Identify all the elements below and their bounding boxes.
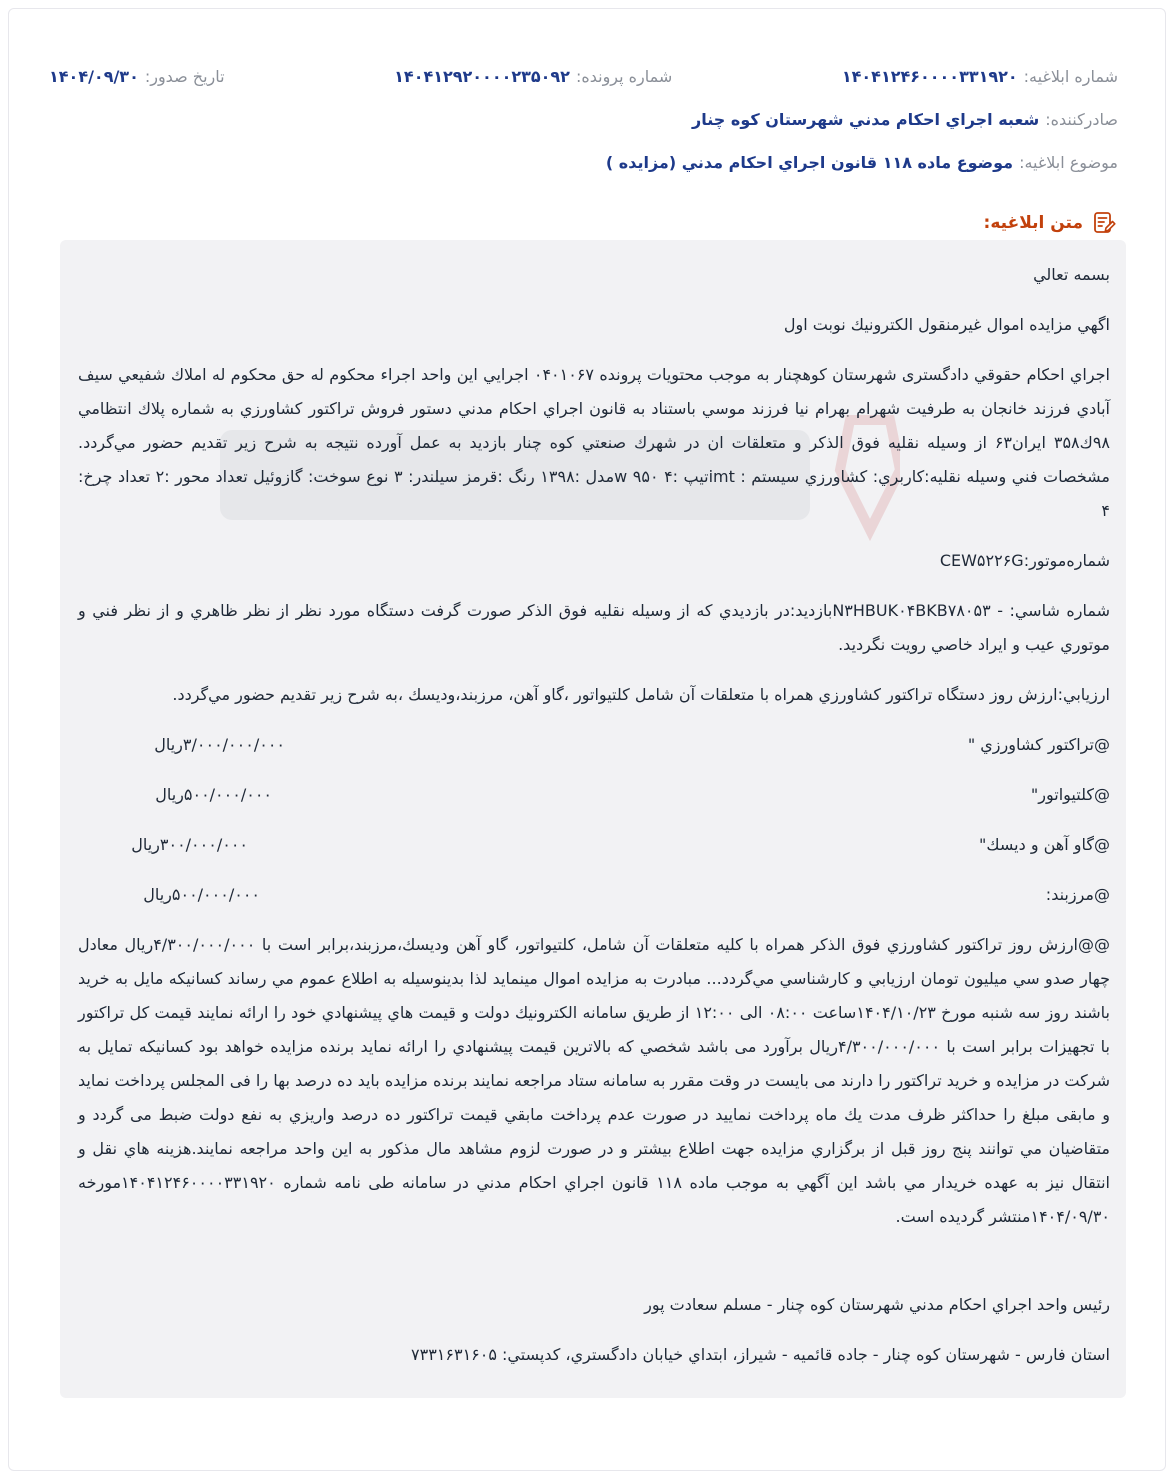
- valuation-item-name: @كلتيواتور": [1030, 785, 1110, 804]
- case-number: [394, 67, 672, 86]
- issue-date-value: ۱۴۰۴/۰۹/۳۰: [49, 67, 139, 86]
- case-number-value: ۱۴۰۴۱۲۹۲۰۰۰۰۲۳۵۰۹۲: [394, 67, 570, 86]
- body-spacer: [78, 1250, 1110, 1288]
- valuation-item-cultivator: [78, 778, 1110, 812]
- notice-text-title: متن ابلاغیه:: [983, 213, 1083, 233]
- issue-date: [49, 67, 225, 86]
- document-edit-icon: [1091, 210, 1117, 236]
- body-paragraph-7: @@ارزش روز تراكتور كشاورزي فوق الذكر همراه با كليه متعلقات آن شامل، كلتيواتور، گاو آهن وديسك،مرزبند،برابر است با ۴/۳۰۰/۰۰۰/۰۰۰ريال معادل چهار صدو سي ميليون تومان ارزيابي و كارشناسي مي‌گردد... مبادرت به مزايده اموال مينمايد لذا بدينوسيله به اطلاع عموم مي رساند كسانيكه مايل به خريد باشند روز سه شنبه مورخ ۱۴۰۴/۱۰/۲۳ساعت ۰۸:۰۰ الی ۱۲:۰۰ از طريق سامانه الكترونيك دولت و قيمت هاي پيشنهادي خود را ارائه نمايند قيمت كل تراكتور با تجهيزات برابر است با ۴/۳۰۰/۰۰۰/۰۰۰ريال برآورد می باشد شخصي كه بالاترين قيمت پيشنهادي را ارائه نمايد برنده مزايده خواهد بود كسانيكه تمايل به شركت در مزايده و خريد تراكتور را دارند می بايست در وقت مقرر به سامانه ستاد مراجعه نمايند برنده مزايده بايد ده درصد بها را فی المجلس پرداخت نمايد و مابقی مبلغ را حداكثر ظرف مدت يك ماه پرداخت نماييد در صورت عدم پرداخت مابقي قيمت تراكتور ده درصد واريزي به نفع دولت ضبط می گردد و متقاضيان مي توانند پنج روز قبل از برگزاري مزايده جهت اطلاع بيشتر و در صورت لزوم مشاهد مال مذكور به اين واحد مراجعه نمايند.هزينه هاي نقل و انتقال نيز به عهده خريدار مي باشد اين آگهي به موجب ماده ۱۱۸ قانون اجراي احكام مدني در سامانه طی نامه شماره ۱۴۰۴۱۲۴۶۰۰۰۰۳۳۱۹۲۰مورخه ۱۴۰۴/۰۹/۳۰منتشر گرديده است.: [78, 935, 1111, 1226]
- valuation-item-name: @گاو آهن و ديسك": [979, 835, 1110, 854]
- valuation-item-name: @مرزبند:: [1045, 885, 1110, 904]
- notice-meta-row: [49, 67, 1118, 86]
- notice-number: [842, 67, 1118, 86]
- notice-number-value: ۱۴۰۴۱۲۴۶۰۰۰۰۳۳۱۹۲۰: [841, 67, 1018, 86]
- issuer-row: [692, 110, 1118, 129]
- case-number-label: شماره پرونده:: [575, 67, 673, 86]
- valuation-item-name: @تراكتور كشاورزي ": [967, 735, 1110, 754]
- issuer-value: شعبه اجراي احكام مدني شهرستان كوه چنار: [692, 110, 1040, 129]
- notice-body: [60, 240, 1126, 1398]
- subject-label: موضوع ابلاغیه:: [1019, 153, 1118, 172]
- notice-number-label: شماره ابلاغیه:: [1023, 67, 1118, 86]
- notice-text-heading: [984, 210, 1117, 236]
- valuation-item-border: [78, 878, 1110, 912]
- subject-value: موضوع ماده ۱۱۸ قانون اجراي احكام مدني (مزايده ): [605, 153, 1014, 172]
- valuation-item-price: ۵۰۰/۰۰۰/۰۰۰ريال: [143, 885, 260, 904]
- subject-row: [606, 153, 1118, 172]
- body-paragraph-1: بسمه تعالي: [1033, 265, 1110, 284]
- valuation-item-price: ۳۰۰/۰۰۰/۰۰۰ريال: [131, 835, 248, 854]
- body-paragraph-2: اگهي مزايده اموال غيرمنقول الكترونيك نوبت اول: [783, 315, 1110, 334]
- valuation-item-tractor: [78, 728, 1110, 762]
- body-signature: رئيس واحد اجراي احكام مدني شهرستان كوه چنار - مسلم سعادت پور: [644, 1295, 1110, 1314]
- valuation-item-price: ۳/۰۰۰/۰۰۰/۰۰۰ريال: [154, 735, 285, 754]
- body-paragraph-6: ارزيابي:ارزش روز دستگاه تراكتور كشاورزي همراه با متعلقات آن شامل كلتيواتور ،گاو آهن، مرزبند،وديسك ،به شرح زير تقديم حضور مي‌گردد.: [172, 685, 1110, 704]
- body-paragraph-5: شماره شاسي: - N۳HBUK۰۴BKB۷۸۰۵۳بازديد:در بازديدي كه از وسيله نقليه فوق الذكر صورت گرفت دستگاه مورد نظر از نظر ظاهري و از نظر فني و موتوري عيب و ايراد خاصي رويت نگرديد.: [78, 601, 1110, 654]
- body-paragraph-3: اجراي احكام حقوقي دادگستری شهرستان كوهچنار به موجب محتويات پرونده ۰۴۰۱۰۶۷ اجرايي اين واحد اجراء محكوم له حق محكوم له املاك شفيعي سيف آبادي فرزند خانجان به طرفيت شهرام بهرام نيا فرزند موسي باستناد به قانون اجراي احكام مدني دستور فروش تراكتور كشاورزي به شماره پلاك انتظامي ۹۸ك۳۵۸ ايران۶۳ از وسيله نقليه فوق الذكر و متعلقات ان در شهرك صنعتي كوه چنار بازديد به عمل آورده نتيجه به شرح زير تقديم حضور مي‌گردد. مشخصات فني وسيله نقليه:كاربري: كشاورزي سيستم : imtتيپ :۴ ۹۵۰ wمدل :۱۳۹۸ رنگ :قرمز سيلندر: ۳ نوع سوخت: گازوئيل تعداد محور :۲ تعداد چرخ: ۴: [78, 365, 1110, 520]
- issue-date-label: تاریخ صدور:: [144, 67, 225, 86]
- issuer-label: صادرکننده:: [1045, 110, 1118, 129]
- body-paragraph-4: شماره‌موتور:CEW۵۲۲۶G: [939, 551, 1110, 570]
- body-address: استان فارس - شهرستان كوه چنار - جاده قائميه - شيراز، ابتداي خيابان دادگستري، كدپستي: ۷۳۳۱۶۳۱۶۰۵: [411, 1345, 1110, 1364]
- valuation-item-price: ۵۰۰/۰۰۰/۰۰۰ريال: [155, 785, 272, 804]
- valuation-item-plow: [78, 828, 1110, 862]
